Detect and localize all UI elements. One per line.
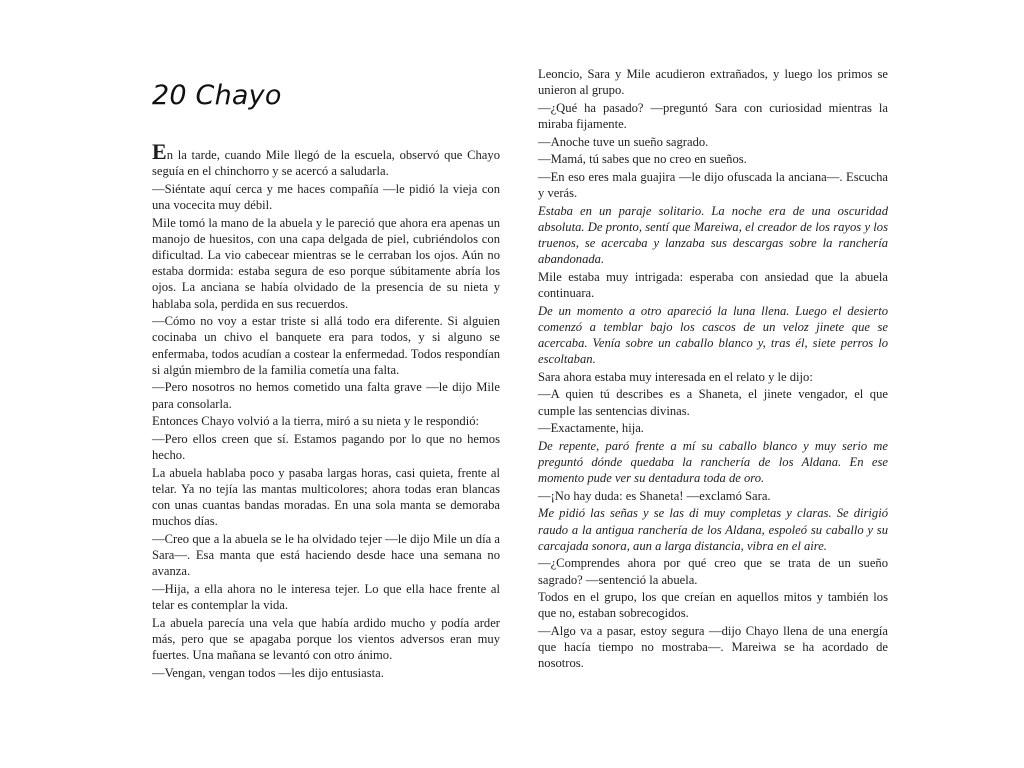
paragraph: —Siéntate aquí cerca y me haces compañía —le pidió la vieja con una vocecita muy débil. [152,181,500,212]
paragraph: Mile tomó la mano de la abuela y le pareció que ahora era apenas un manojo de huesitos, con una capa delgada de piel, cubriéndolos con dificultad. La vio cabecear mientras se le cerraban los ojos. Aún no estaba dormida: estaba segura de eso porque súbitamente abría los ojos. La anciana se había olvidado de la presencia de su nieta y hablaba sola, perdida en sus recuerdos. [152,215,500,311]
paragraph: —Exactamente, hija. [538,421,644,436]
paragraph: —¡No hay duda: es Shaneta! —exclamó Sara. [538,488,771,503]
first-paragraph [152,139,500,179]
paragraph: —¿Qué ha pasado? —preguntó Sara con curiosidad mientras la miraba fijamente. [538,100,888,131]
right-column [538,66,888,673]
paragraph: La abuela parecía una vela que había ardido mucho y podía arder más, pero que se apagaba porque los vientos adversos eran muy fuertes. Una mañana se levantó con otro ánimo. [152,615,500,662]
paragraph: De repente, paró frente a mí su caballo blanco y muy serio me preguntó dónde quedaba la ranchería de los Aldana. En ese momento pude ver su dentadura toda de oro. [538,438,888,486]
paragraph: —¿Comprendes ahora por qué creo que se trata de un sueño sagrado? —sentenció la abuela. [538,556,888,587]
paragraph: —En eso eres mala guajira —le dijo ofuscada la anciana—. Escucha y verás. [538,169,888,200]
paragraph: —Creo que a la abuela se le ha olvidado tejer —le dijo Mile un día a Sara—. Esa manta que está haciendo desde hace una semana no avanza. [152,531,500,579]
paragraph: Sara ahora estaba muy interesada en el relato y le dijo: [538,369,813,384]
paragraph: —Hija, a ella ahora no le interesa tejer. Lo que ella hace frente al telar es contemplar la vida. [152,581,500,612]
paragraph: —Vengan, vengan todos —les dijo entusiasta. [152,665,384,680]
paragraph: Todos en el grupo, los que creían en aquellos mitos y también los que no, estaban sobrecogidos. [538,590,888,621]
paragraph: Mile estaba muy intrigada: esperaba con ansiedad que la abuela continuara. [538,269,888,300]
paragraph: —Pero ellos creen que sí. Estamos pagando por lo que no hemos hecho. [152,431,500,462]
paragraph: De un momento a otro apareció la luna llena. Luego el desierto comenzó a temblar bajo los cascos de un veloz jinete que se acercaba. Venía sobre un caballo blanco y, tras él, siete perros lo escoltaban. [538,303,888,367]
paragraph: Me pidió las señas y se las di muy completas y claras. Se dirigió raudo a la antigua ranchería de los Aldana, espoleó su caballo y su carcajada sonora, aun a larga distancia, vibra en el aire. [538,506,888,553]
paragraph: —Anoche tuve un sueño sagrado. [538,134,709,149]
first-paragraph-text: n la tarde, cuando Mile llegó de la escuela, observó que Chayo seguía en el chinchorro y se acercó a saludarla. [152,148,500,179]
paragraph: —Mamá, tú sabes que no creo en sueños. [538,152,747,167]
paragraph: Leoncio, Sara y Mile acudieron extrañados, y luego los primos se unieron al grupo. [538,67,888,98]
chapter-title: 20 Chayo [152,80,282,111]
paragraph: —Algo va a pasar, estoy segura —dijo Chayo llena de una energía que hacía tiempo no mostraba—. Mareiwa se ha acordado de nosotros. [538,623,888,671]
paragraph: —A quien tú describes es a Shaneta, el jinete vengador, el que cumple las sentencias divinas. [538,387,888,418]
dropcap: E [152,139,167,164]
paragraph: Estaba en un paraje solitario. La noche era de una oscuridad absoluta. De pronto, sentí que Mareiwa, el creador de los rayos y los truenos, se acercaba y lanzaba sus descargas sobre la ranchería abandonada. [538,203,888,267]
left-column [152,139,500,682]
paragraph: La abuela hablaba poco y pasaba largas horas, casi quieta, frente al telar. Ya no tejía las mantas multicolores; ahora todas eran blancas con unas cuantas bandas moradas. En una sola manta se demoraba muchos días. [152,465,500,529]
paragraph: —Cómo no voy a estar triste si allá todo era diferente. Si alguien cocinaba un chivo el banquete era para todos, y si alguno se enfermaba, todos acudían a costear la enfermedad. Todos respondían si algún miembro de la familia cometía una falta. [152,314,500,377]
paragraph: Entonces Chayo volvió a la tierra, miró a su nieta y le respondió: [152,414,480,429]
paragraph: —Pero nosotros no hemos cometido una falta grave —le dijo Mile para consolarla. [152,380,500,411]
